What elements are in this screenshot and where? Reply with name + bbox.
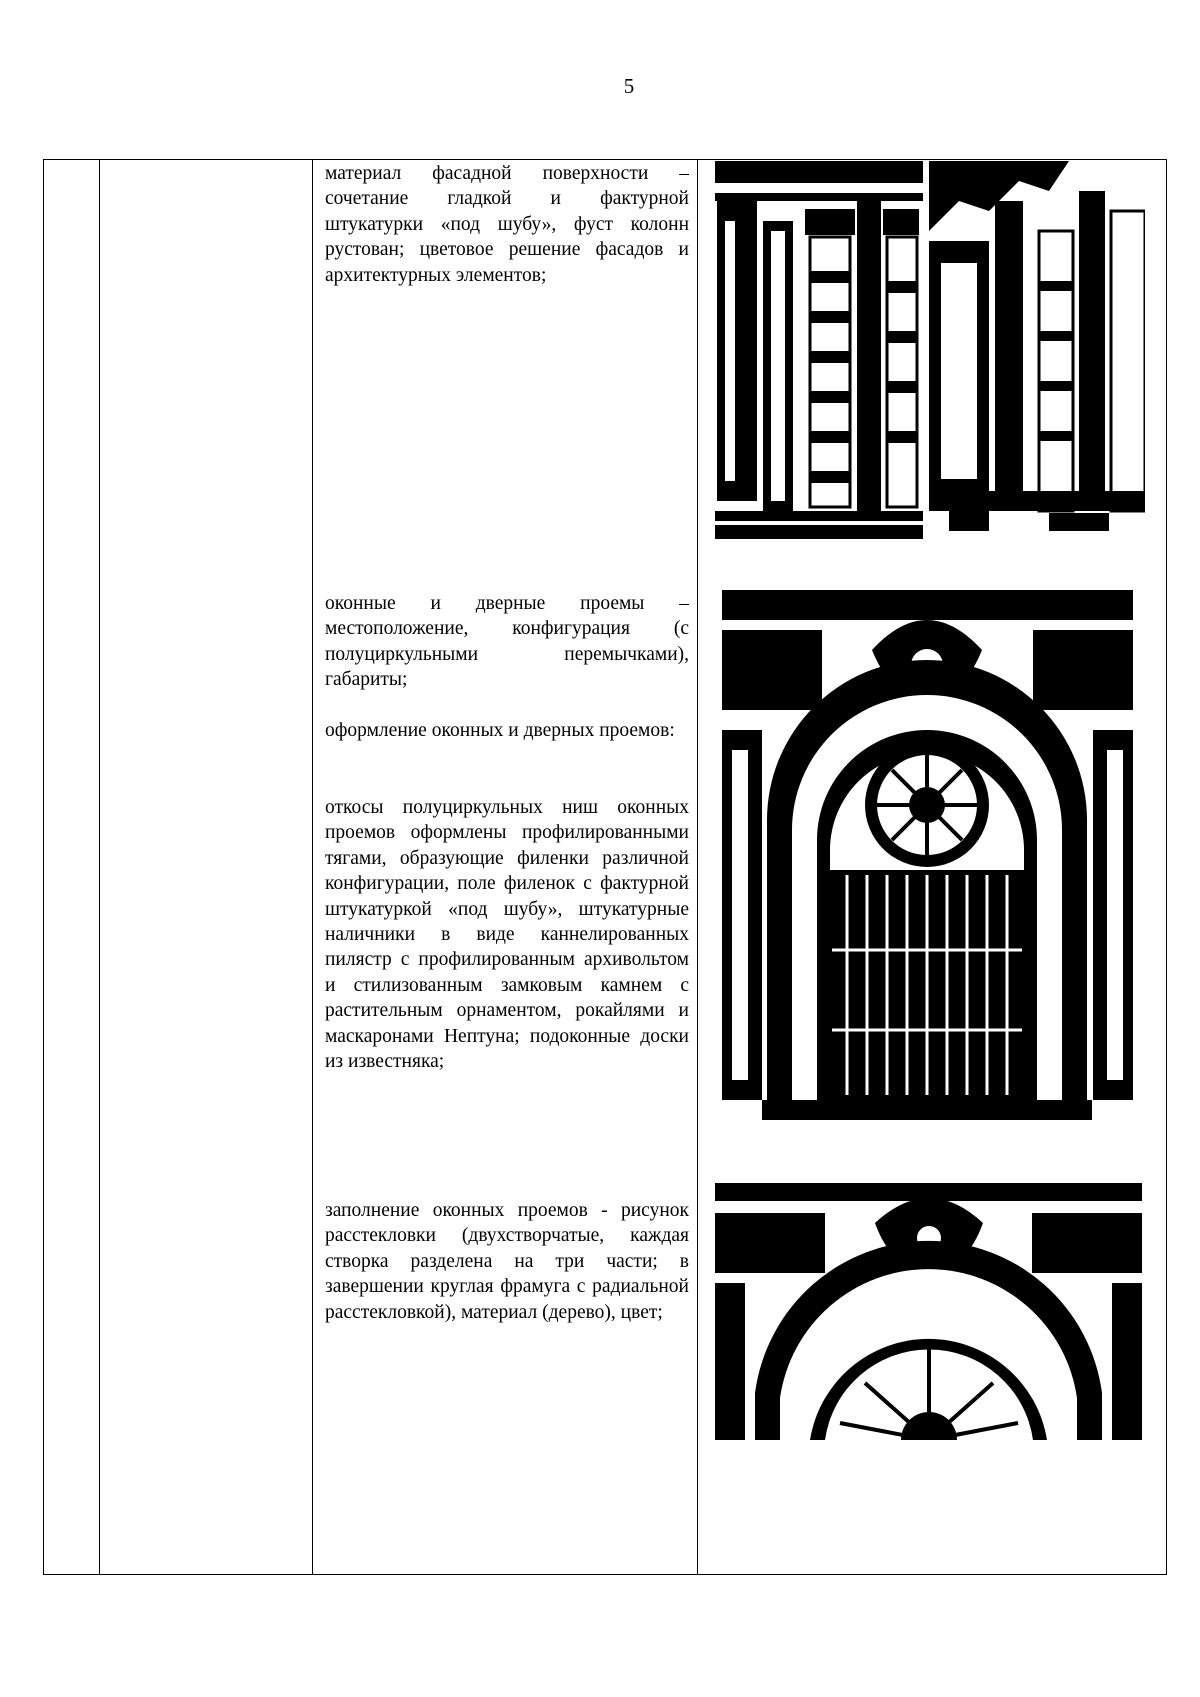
column-divider-2 [312,159,313,1575]
openings-text: оконные и дверные проемы – местоположение, конфигурация (с полуциркульными перемычками), габариты; [325,593,689,691]
column-divider-3 [697,159,698,1575]
facade-material-text: материал фасадной поверхности – сочетание гладкой и фактурной штукатурки «под шубу», фуст колонн рустован; цветовое решение фасадов и архитектурных элементов; [325,163,689,286]
window-filling-text: заполнение оконных проемов - рисунок расстекловки (двухстворчатые, каждая створка разделена на три части; в завершении круглая фрамуга с радиальной расстекловкой), материал (дерево), цвет; [325,1200,689,1323]
niche-slopes-text: откосы полуциркульных ниш оконных проемов оформлены профилированными тягами, образующие филенки различной конфигурации, поле филенок с фактурной штукатуркой «под шубу», штукатурные наличники в виде каннелированных пилястр с профилированным архивольтом и стилизованным замковым камнем с растительным орнаментом, рокайлями и маскаронами Нептуна; подоконные доски из известняка; [325,797,689,1073]
columns-photo-right [929,161,1145,539]
page-number: 5 [623,74,635,98]
column-divider-1 [99,159,100,1575]
arched-window-photo [722,590,1133,1133]
columns-photo-left [715,161,923,539]
window-fanlight-photo [715,1183,1142,1440]
openings-decoration-text: оформление оконных и дверных проемов: [325,720,675,741]
